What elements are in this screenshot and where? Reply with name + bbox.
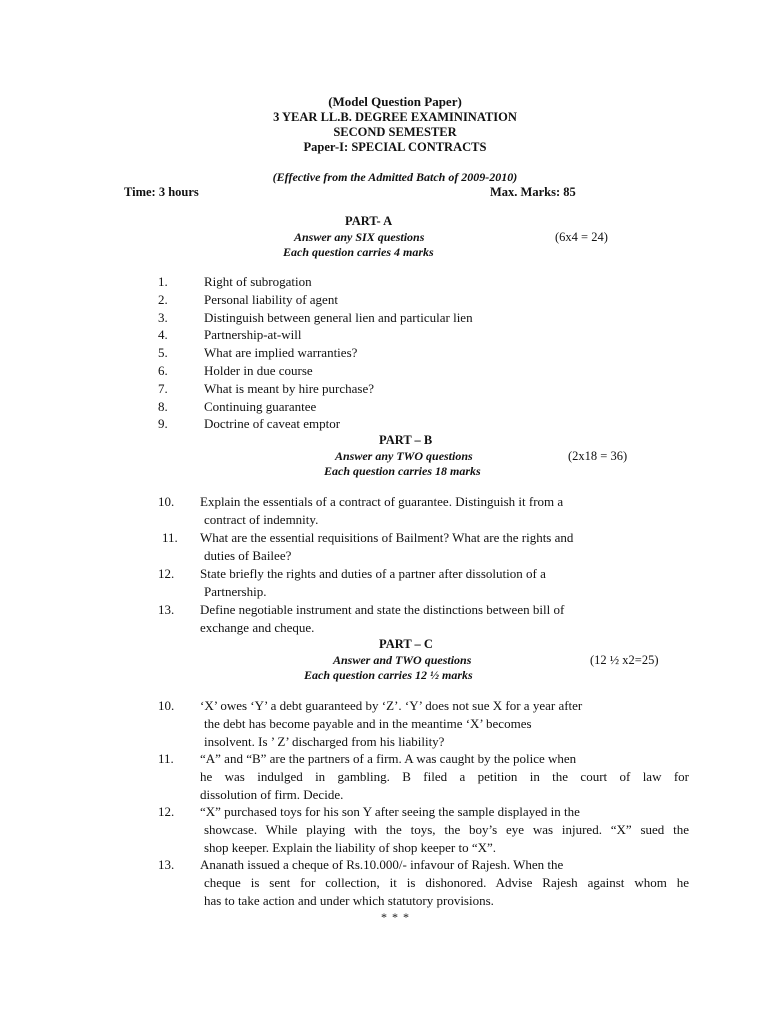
question-line: Ananath issued a cheque of Rs.10.000/- infavour of Rajesh. When the	[200, 857, 564, 872]
question-text: Partnership-at-will	[204, 327, 302, 343]
question-number: 12.	[158, 804, 175, 819]
question-number: 2.	[158, 291, 168, 307]
question-line: Define negotiable instrument and state the distinctions between bill of	[200, 602, 565, 617]
question-number: 13.	[158, 602, 175, 617]
question-line: shop keeper. Explain the liability of shop keeper to “X”.	[204, 839, 497, 855]
question-number: 13.	[158, 857, 175, 872]
question-number: 11.	[158, 751, 174, 766]
part-a-instruction: Answer any SIX questions	[294, 230, 425, 244]
question-line: the debt has become payable and in the meantime ‘X’ becomes	[204, 715, 532, 731]
part-b-marks: (2x18 = 36)	[568, 449, 628, 463]
question-number: 10.	[158, 494, 175, 509]
effective-batch: (Effective from the Admitted Batch of 2009-2010)	[272, 170, 518, 184]
question-line: State briefly the rights and duties of a partner after dissolution of a	[200, 566, 546, 581]
question-number: 11.	[162, 530, 178, 545]
question-number: 5.	[158, 345, 168, 361]
question-line: duties of Bailee?	[204, 547, 292, 563]
question-line: has to take action and under which statutory provisions.	[204, 892, 494, 908]
question-number: 1.	[158, 274, 168, 289]
part-c-title: PART – C	[379, 637, 433, 651]
time-label: Time: 3 hours	[124, 185, 199, 199]
question-number: 10.	[158, 698, 175, 713]
question-line: insolvent. Is ’ Z’ discharged from his liability?	[204, 733, 445, 749]
question-number: 9.	[158, 416, 168, 432]
question-number: 4.	[158, 327, 168, 343]
question-line: ‘X’ owes ‘Y’ a debt guaranteed by ‘Z’. ‘Y’ does not sue X for a year after	[200, 698, 583, 713]
question-number: 3.	[158, 309, 168, 325]
part-a-marks: (6x4 = 24)	[555, 230, 608, 244]
semester: SECOND SEMESTER	[333, 125, 457, 139]
part-c-each: Each question carries 12 ½ marks	[304, 668, 473, 682]
question-line: contract of indemnity.	[204, 511, 319, 527]
question-number: 8.	[158, 398, 168, 414]
question-line: showcase. While playing with the toys, the boy’s eye was injured. “X” sued the	[204, 821, 689, 837]
part-a-each: Each question carries 4 marks	[283, 245, 434, 259]
part-c-marks: (12 ½ x2=25)	[590, 653, 659, 667]
question-line: Explain the essentials of a contract of guarantee. Distinguish it from a	[200, 494, 564, 509]
question-line: cheque is sent for collection, it is dishonored. Advise Rajesh against whom he	[204, 874, 689, 890]
question-line: dissolution of firm. Decide.	[200, 786, 344, 802]
part-b-title: PART – B	[379, 433, 433, 447]
part-a-title: PART- A	[345, 214, 393, 228]
question-text: What is meant by hire purchase?	[204, 380, 375, 396]
paper-title: (Model Question Paper)	[328, 94, 462, 109]
question-text: What are implied warranties?	[204, 345, 358, 361]
question-line: What are the essential requisitions of Bailment? What are the rights and	[200, 530, 574, 545]
question-text: Distinguish between general lien and particular lien	[204, 309, 473, 325]
question-line: he was indulged in gambling. B filed a petition in the court of law for	[200, 768, 689, 784]
question-number: 6.	[158, 363, 168, 378]
question-text: Holder in due course	[204, 363, 313, 378]
part-b-each: Each question carries 18 marks	[324, 464, 481, 478]
part-c-instruction: Answer and TWO questions	[333, 653, 472, 667]
question-line: exchange and cheque.	[200, 619, 315, 635]
question-text: Right of subrogation	[204, 274, 312, 289]
paper-name: Paper-I: SPECIAL CONTRACTS	[303, 140, 487, 154]
part-b-instruction: Answer any TWO questions	[335, 449, 473, 463]
max-marks: Max. Marks: 85	[490, 185, 576, 199]
question-line: Partnership.	[204, 583, 267, 599]
question-line: “X” purchased toys for his son Y after seeing the sample displayed in the	[200, 804, 580, 819]
question-number: 7.	[158, 380, 168, 396]
question-text: Doctrine of caveat emptor	[204, 416, 341, 432]
exam-name: 3 YEAR LL.B. DEGREE EXAMININATION	[273, 110, 517, 124]
question-text: Personal liability of agent	[204, 291, 338, 307]
question-number: 12.	[158, 566, 175, 581]
question-line: “A” and “B” are the partners of a firm. A was caught by the police when	[200, 751, 577, 766]
end-marker: * * *	[381, 910, 410, 924]
question-text: Continuing guarantee	[204, 398, 317, 414]
